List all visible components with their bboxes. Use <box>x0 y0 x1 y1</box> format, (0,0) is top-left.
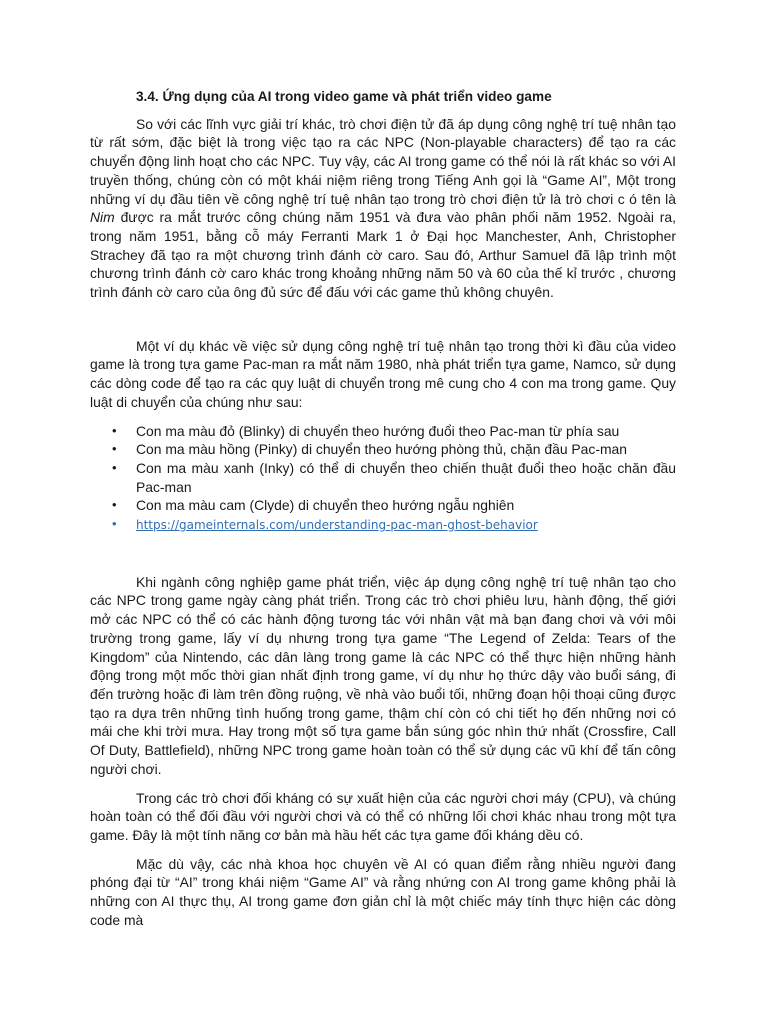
document-page <box>90 88 676 929</box>
section-heading: 3.4. Ứng dụng của AI trong video game và phát triển video game <box>136 89 552 104</box>
paragraph-npc-development: Khi ngành công nghiệp game phát triển, việc áp dụng công nghệ trí tuệ nhân tạo cho các NPC trong game ngày càng phát triển. Trong các trò chơi phiêu lưu, hành động, thế giới mở các NPC có thể có các hành động tương tác với nhân vật mà bạn đang chơi và với môi trường trong game, lấy ví dụ nhưng trong tựa game “The Legend of Zelda: Tears of the Kingdom” của Nintendo, các dân làng trong game là các NPC có thể thực hiện những hành động trong một mốc thời gian nhất định trong game, ví dụ như họ thức dậy vào buổi sáng, đi đến trường hoặc đi làm trên đồng ruộng, về nhà vào buổi tối, những đoạn hội thoại cũng được tạo ra dựa trên những tình huống trong game, thậm chí còn có chi tiết họ đến những nơi có mái che khi trời mưa. Hay trong một số tựa game bắn súng góc nhìn thứ nhất (Crossfire, Call Of Duty, Battlefield), những NPC trong game hoàn toàn có thể sử dụng các vũ khí để tấn công người chơi. <box>90 573 676 777</box>
spacer <box>90 535 676 573</box>
reference-link[interactable]: https://gameinternals.com/understanding-pac-man-ghost-behavior <box>136 518 538 533</box>
paragraph-pacman: Một ví dụ khác về việc sử dụng công nghệ trí tuệ nhân tạo trong thời kì đầu của video game là trong tựa game Pac-man ra mắt năm 1980, nhà phát triển tựa game, Namco, sử dụng các dòng code để tạo ra các quy luật di chuyển trong mê cung cho 4 con ma trong game. Quy luật di chuyển của chúng như sau: <box>90 337 676 410</box>
spacer <box>90 302 676 337</box>
bullet-icon: • <box>112 459 117 475</box>
list-item <box>112 496 676 515</box>
list-item-link <box>112 515 676 535</box>
paragraph-ai-history-part1: So với các lĩnh vực giải trí khác, trò chơi điện tử đã áp dụng công nghệ trí tuệ nhân tạo từ rất sớm, đặc biệt là trong việc tạo ra các NPC (Non-playable characters) để tạo ra các chuyển động linh hoạt cho các NPC. Tuy vậy, các AI trong game có thể nói là rất khác so với AI truyền thống, chúng còn có một khái niệm riêng trong Tiếng Anh gọi là “Game AI”, Một trong những ví dụ đầu tiên về công nghệ trí tuệ nhân tạo trong trò chơi điện tử là trò chơi c ó tên là <box>90 115 676 207</box>
spacer <box>90 845 676 855</box>
bullet-icon: • <box>112 441 117 457</box>
paragraph-fighting-games: Trong các trò chơi đối kháng có sự xuất hiện của các người chơi máy (CPU), và chúng hoàn toàn có thể đối đầu với người chơi và có thể có những lối chơi khác nhau trong một tựa game. Đây là một tính năng cơ bản mà hầu hết các tựa game đối kháng dều có. <box>90 789 676 843</box>
list-item <box>112 422 676 441</box>
game-title-nim: Nim <box>90 209 115 226</box>
spacer <box>90 779 676 789</box>
list-item <box>112 459 676 496</box>
bullet-icon: • <box>112 497 117 513</box>
list-item-text: Con ma màu hồng (Pinky) di chuyển theo hướng phòng thủ, chặn đầu Pac-man <box>136 441 627 458</box>
list-item-text: Con ma màu đỏ (Blinky) di chuyển theo hướng đuổi theo Pac-man từ phía sau <box>136 422 620 439</box>
bullet-icon: • <box>112 422 117 438</box>
list-item-text: Con ma màu xanh (Inky) có thể di chuyển theo chiến thuật đuổi theo hoặc chăn đầu Pac-man <box>136 459 676 495</box>
spacer <box>90 412 676 422</box>
paragraph-ai-history-part2: được ra mắt trước công chúng năm 1951 và đưa vào phân phối năm 1952. Ngoài ra, trong năm 1951, bằng cỗ máy Ferranti Mark 1 ở Đại học Manchester, Anh, Christopher Strachey đã tạo ra một chương trình đánh cờ caro. Sau đó, Arthur Samuel đã lập trình một chương trình đánh cờ caro khác trong khoảng những năm 50 và 60 của thế kỉ trước , chương trình đánh cờ caro của ông đủ sức để đấu với các game thủ không chuyên. <box>90 209 676 301</box>
list-item <box>112 440 676 459</box>
paragraph-scientists-view: Mặc dù vậy, các nhà khoa học chuyên về AI có quan điểm rằng nhiều người đang phóng đại từ “AI” trong khái niệm “Game AI” và rằng nhứng con AI trong game không phải là những con AI thực thụ, AI trong game đơn giản chỉ là một chiếc máy tính thực hiện các dòng code mà <box>90 855 676 928</box>
list-item-text: Con ma màu cam (Clyde) di chuyển theo hướng ngẫu nghiên <box>136 497 515 514</box>
ghost-behavior-list <box>90 422 676 535</box>
paragraph-ai-history <box>90 115 676 302</box>
bullet-icon: • <box>112 516 117 532</box>
